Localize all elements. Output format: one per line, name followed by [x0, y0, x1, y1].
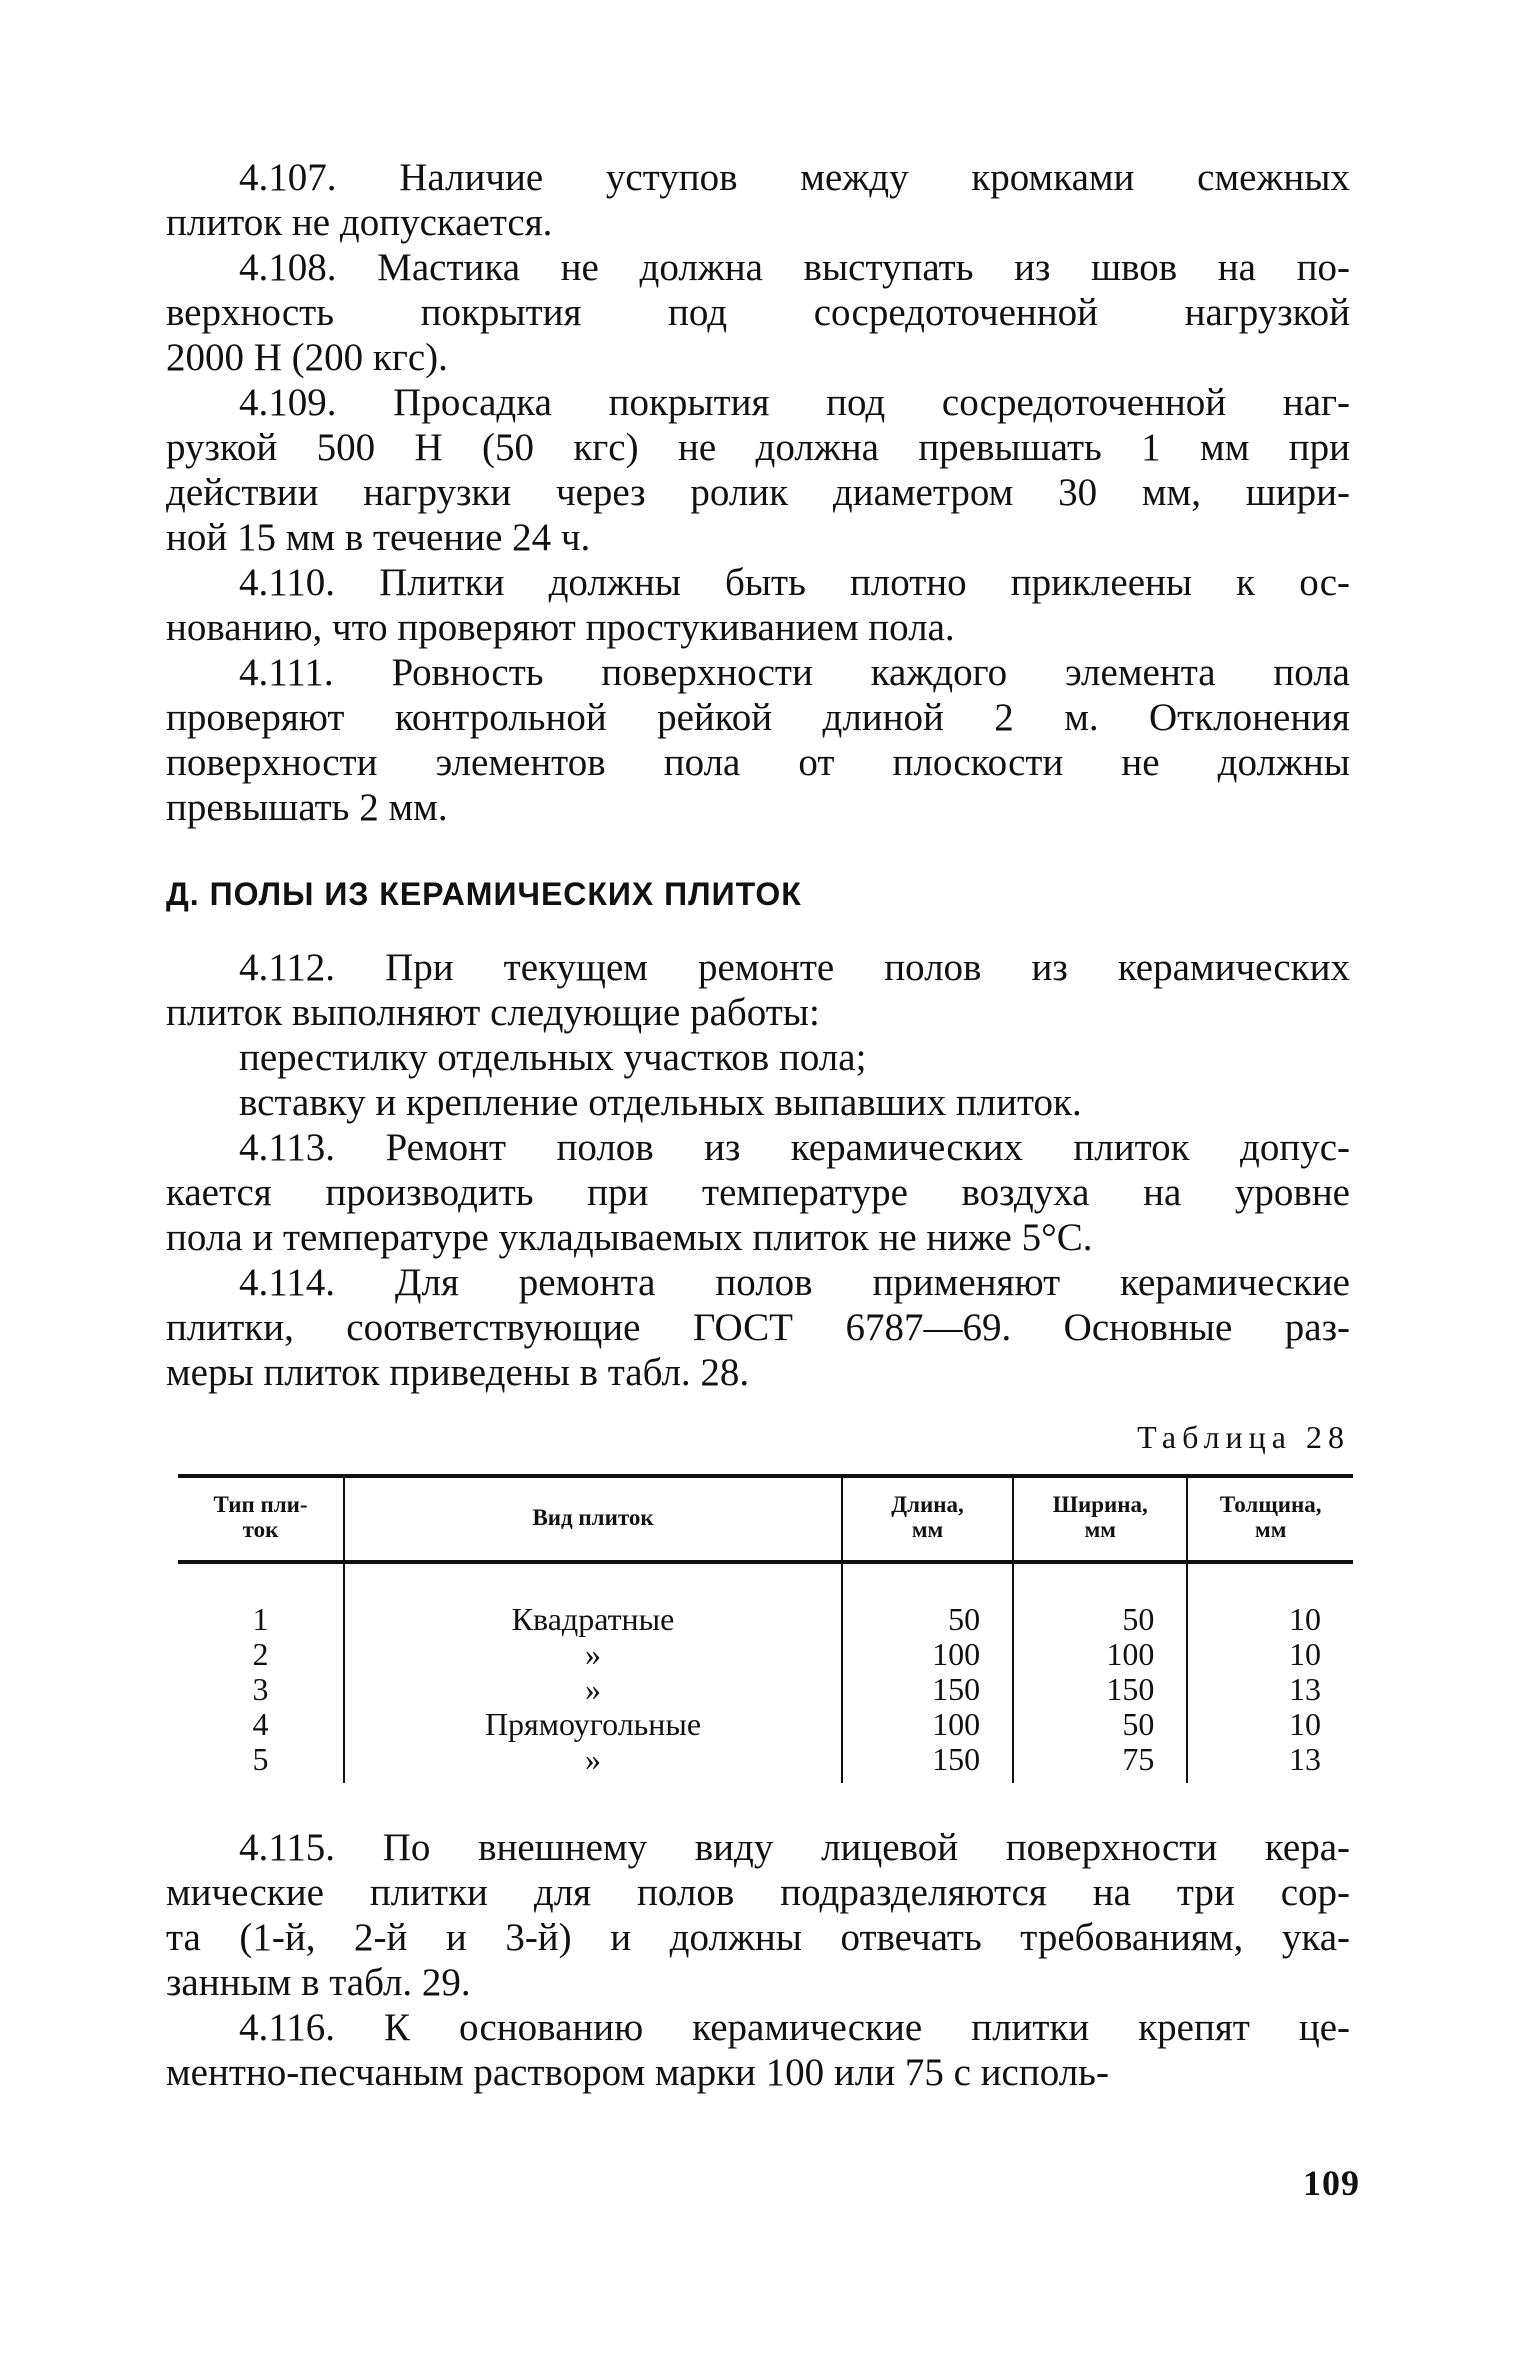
text-line: вставку и крепление отдельных выпавших плиток. [239, 1081, 1082, 1124]
table-row [178, 1707, 1353, 1742]
paragraph [166, 650, 1350, 830]
text-line: перестилку отдельных участков пола; [239, 1036, 867, 1079]
column-header-text: мм [1084, 1517, 1116, 1542]
text-line: ментно-песчаным раствором марки 100 или 75 с исполь- [166, 2051, 1109, 2094]
table-cell: 3 [252, 1671, 269, 1707]
table-caption: Таблица 28 [1137, 1419, 1350, 1455]
paragraph [166, 560, 1350, 650]
text-line: проверяют контрольной рейкой длиной 2 м. Отклонения [166, 696, 1350, 739]
text-line: 4.114. Для ремонта полов применяют керамические [239, 1261, 1350, 1304]
table-cell: 4 [252, 1706, 269, 1742]
table-cell: 100 [842, 1707, 1013, 1742]
table-cell: 13 [1187, 1672, 1353, 1707]
text-line: та (1-й, 2-й и 3-й) и должны отвечать требованиям, ука- [166, 1916, 1350, 1959]
tile-sizes-table [178, 1474, 1353, 1783]
text-line: 4.115. По внешнему виду лицевой поверхности кера- [239, 1826, 1350, 1869]
table-body [178, 1562, 1353, 1783]
text-line: превышать 2 мм. [166, 786, 448, 829]
table-cell: » [344, 1637, 842, 1672]
text-line: 4.109. Просадка покрытия под сосредоточенной наг- [239, 381, 1350, 424]
text-line: поверхности элементов пола от плоскости не должны [166, 741, 1350, 784]
column-header [1187, 1476, 1353, 1562]
text-line: рузкой 500 Н (50 кгс) не должна превышать 1 мм при [166, 426, 1350, 469]
text-line: 2000 Н (200 кгс). [166, 336, 448, 379]
column-header-text: Ширина, [1052, 1492, 1148, 1517]
column-header-text: Вид плиток [532, 1504, 654, 1530]
table-cell: 50 [1013, 1707, 1187, 1742]
text-line: верхность покрытия под сосредоточенной нагрузкой [166, 291, 1350, 334]
column-header-text: Тип пли- [213, 1492, 308, 1517]
table-row [178, 1672, 1353, 1707]
table-cell: 10 [1187, 1707, 1353, 1742]
paragraph [166, 1035, 1350, 1080]
text-line: 4.116. К основанию керамические плитки крепят це- [239, 2006, 1350, 2049]
table-cell: 100 [842, 1637, 1013, 1672]
table-row [178, 1742, 1353, 1783]
paragraph [166, 1080, 1350, 1125]
table-cell: » [344, 1672, 842, 1707]
paragraph [166, 245, 1350, 380]
table-cell: 150 [842, 1742, 1013, 1783]
table-cell: 50 [842, 1562, 1013, 1637]
table-cell: » [344, 1742, 842, 1783]
column-header [344, 1476, 842, 1562]
table-cell: 150 [842, 1672, 1013, 1707]
table-cell: 50 [1013, 1562, 1187, 1637]
column-header-text: Длина, [891, 1492, 964, 1517]
table-cell: Квадратные [344, 1562, 842, 1637]
paragraphs-after [166, 1825, 1350, 2095]
paragraph [166, 155, 1350, 245]
text-line: плиток выполняют следующие работы: [166, 991, 820, 1034]
table-cell: 100 [1013, 1637, 1187, 1672]
column-header-text: мм [1255, 1517, 1287, 1542]
document-page [166, 155, 1350, 2095]
text-line: плитки, соответствующие ГОСТ 6787—69. Основные раз- [166, 1306, 1350, 1349]
paragraphs-section [166, 945, 1350, 1395]
column-header-text: мм [911, 1517, 944, 1542]
table-cell: 2 [252, 1636, 269, 1672]
paragraph [166, 1825, 1350, 2005]
table-header-row [178, 1476, 1353, 1562]
text-line: 4.113. Ремонт полов из керамических плиток допус- [239, 1126, 1350, 1169]
table-cell: 75 [1013, 1742, 1187, 1783]
column-header [178, 1476, 344, 1562]
paragraph [166, 1260, 1350, 1395]
text-line: 4.107. Наличие уступов между кромками смежных [239, 156, 1350, 199]
paragraph [166, 380, 1350, 560]
table-cell: 150 [1013, 1672, 1187, 1707]
page-number: 109 [1303, 2163, 1360, 2203]
text-line: 4.110. Плитки должны быть плотно приклеены к ос- [239, 561, 1350, 604]
table-cell: 10 [1187, 1562, 1353, 1637]
table-cell: 13 [1187, 1742, 1353, 1783]
table-cell: 10 [1187, 1637, 1353, 1672]
column-header [1013, 1476, 1187, 1562]
table-cell: 5 [252, 1741, 269, 1777]
table-row [178, 1562, 1353, 1637]
text-line: занным в табл. 29. [166, 1961, 471, 2004]
text-line: мические плитки для полов подразделяются на три сор- [166, 1871, 1350, 1914]
text-line: ной 15 мм в течение 24 ч. [166, 516, 591, 559]
text-line: плиток не допускается. [166, 201, 553, 244]
text-line: 4.108. Мастика не должна выступать из швов на по- [239, 246, 1350, 289]
text-line: кается производить при температуре воздуха на уровне [166, 1171, 1350, 1214]
column-header [842, 1476, 1013, 1562]
table-row [178, 1637, 1353, 1672]
text-line: 4.111. Ровность поверхности каждого элемента пола [239, 651, 1350, 694]
table-cell: 1 [252, 1601, 269, 1637]
text-line: нованию, что проверяют простукиванием пола. [166, 606, 955, 649]
text-line: действии нагрузки через ролик диаметром 30 мм, шири- [166, 471, 1350, 514]
column-header-text: Толщина, [1219, 1492, 1322, 1517]
text-line: меры плиток приведены в табл. 28. [166, 1351, 750, 1394]
column-header-text: ток [242, 1517, 279, 1542]
paragraph [166, 945, 1350, 1035]
paragraph [166, 1125, 1350, 1260]
paragraph [166, 2005, 1350, 2095]
paragraphs-before [166, 155, 1350, 830]
text-line: пола и температуре укладываемых плиток не ниже 5°С. [166, 1216, 1093, 1259]
section-heading: Д. ПОЛЫ ИЗ КЕРАМИЧЕСКИХ ПЛИТОК [166, 876, 802, 912]
text-line: 4.112. При текущем ремонте полов из керамических [239, 946, 1350, 989]
table-cell: Прямоугольные [344, 1707, 842, 1742]
